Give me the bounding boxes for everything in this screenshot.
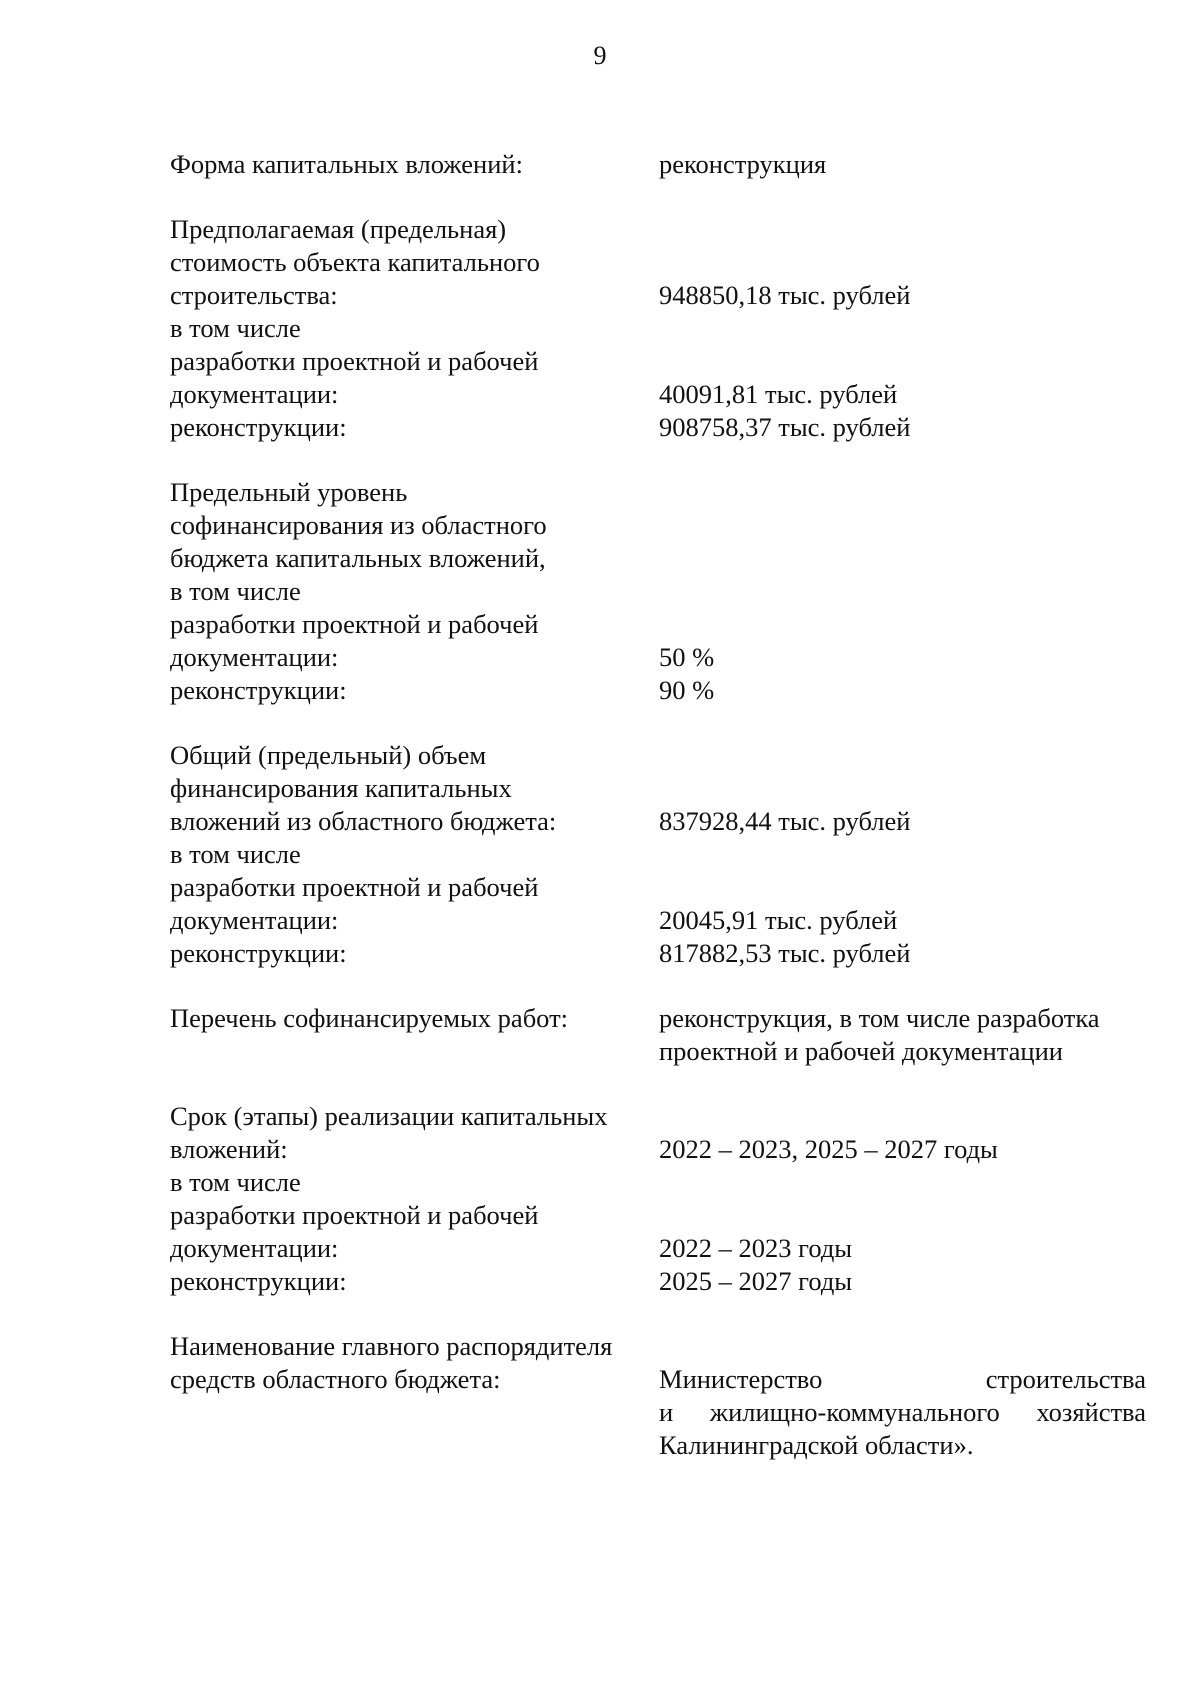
label-line: финансирования капитальных <box>170 773 512 803</box>
section-value <box>659 1330 1146 1462</box>
value-line: 2022 – 2023 годы <box>659 1233 853 1263</box>
value-line <box>659 739 1146 772</box>
section-label <box>170 148 659 181</box>
value-line <box>659 608 1146 641</box>
value-line <box>659 213 1146 246</box>
label-line: реконструкции: <box>170 1266 347 1296</box>
section-label <box>170 213 659 444</box>
value-line: 90 % <box>659 675 715 705</box>
label-line: стоимость объекта капитального <box>170 247 540 277</box>
section-value <box>659 739 1146 970</box>
label-line: строительства: <box>170 280 338 310</box>
label-line: Предельный уровень <box>170 477 408 507</box>
label-line: реконструкции: <box>170 675 347 705</box>
section-value <box>659 1100 1146 1298</box>
section-cofinanced-works <box>170 1002 1146 1068</box>
page-number: 9 <box>593 41 607 70</box>
value-line: 837928,44 тыс. рублей <box>659 806 911 836</box>
label-line: Наименование главного распорядителя <box>170 1331 613 1361</box>
section-chief-manager <box>170 1330 1146 1462</box>
value-line <box>659 575 1146 608</box>
value-line <box>659 772 1146 805</box>
label-line: разработки проектной и рабочей <box>170 346 539 376</box>
value-line <box>659 1166 1146 1199</box>
section-investment-form <box>170 148 1146 181</box>
section-label <box>170 1330 659 1462</box>
label-line: Предполагаемая (предельная) <box>170 214 507 244</box>
value-line <box>659 476 1146 509</box>
section-label <box>170 1002 659 1068</box>
value-line: 40091,81 тыс. рублей <box>659 379 898 409</box>
value-line-blank <box>659 1330 1146 1363</box>
label-line: разработки проектной и рабочей <box>170 609 539 639</box>
value-line: Калининградской области». <box>659 1430 974 1460</box>
value-line: 2025 – 2027 годы <box>659 1266 853 1296</box>
label-line: документации: <box>170 905 339 935</box>
value-word: строительства <box>985 1364 1146 1394</box>
label-line: документации: <box>170 642 339 672</box>
label-line: реконструкции: <box>170 412 347 442</box>
label-line: Общий (предельный) объем <box>170 740 487 770</box>
label-line: в том числе <box>170 576 301 606</box>
label-line: софинансирования из областного <box>170 510 547 540</box>
section-value <box>659 148 1146 181</box>
value-line: 817882,53 тыс. рублей <box>659 938 911 968</box>
section-estimated-cost <box>170 213 1146 444</box>
label-line: в том числе <box>170 313 301 343</box>
section-label <box>170 739 659 970</box>
value-line <box>659 838 1146 871</box>
section-label <box>170 476 659 707</box>
value-line: проектной и рабочей документации <box>659 1036 1063 1066</box>
section-label <box>170 1100 659 1298</box>
label-line: Перечень софинансируемых работ: <box>170 1003 569 1033</box>
value-line <box>659 345 1146 378</box>
section-value <box>659 1002 1146 1068</box>
section-financing-volume <box>170 739 1146 970</box>
value-line: реконструкция <box>659 149 827 179</box>
section-implementation-period <box>170 1100 1146 1298</box>
value-word: хозяйства <box>1036 1397 1146 1427</box>
value-line <box>659 1100 1146 1133</box>
value-word: Министерство <box>659 1364 823 1394</box>
label-line: Форма капитальных вложений: <box>170 149 523 179</box>
value-line <box>659 312 1146 345</box>
value-line: 948850,18 тыс. рублей <box>659 280 911 310</box>
value-line <box>659 1396 1146 1429</box>
value-line <box>659 246 1146 279</box>
value-line: 20045,91 тыс. рублей <box>659 905 898 935</box>
value-line: 2022 – 2023, 2025 – 2027 годы <box>659 1134 998 1164</box>
label-line: документации: <box>170 379 339 409</box>
section-value <box>659 213 1146 444</box>
label-line: документации: <box>170 1233 339 1263</box>
value-line <box>659 509 1146 542</box>
value-line <box>659 1199 1146 1232</box>
label-line: в том числе <box>170 1167 301 1197</box>
label-line: в том числе <box>170 839 301 869</box>
value-line: 50 % <box>659 642 715 672</box>
value-line <box>659 542 1146 575</box>
label-line: вложений из областного бюджета: <box>170 806 557 836</box>
label-line: Срок (этапы) реализации капитальных <box>170 1101 608 1131</box>
value-line: 908758,37 тыс. рублей <box>659 412 911 442</box>
value-line <box>659 1363 1146 1396</box>
value-word: жилищно-коммунального <box>709 1397 1000 1427</box>
section-value <box>659 476 1146 707</box>
label-line: средств областного бюджета: <box>170 1364 501 1394</box>
label-line: реконструкции: <box>170 938 347 968</box>
value-line <box>659 871 1146 904</box>
document-body <box>170 148 1146 1494</box>
section-cofinancing-level <box>170 476 1146 707</box>
label-line: разработки проектной и рабочей <box>170 1200 539 1230</box>
value-word: и <box>659 1397 674 1427</box>
label-line: вложений: <box>170 1134 288 1164</box>
value-line: реконструкция, в том числе разработка <box>659 1003 1100 1033</box>
label-line: разработки проектной и рабочей <box>170 872 539 902</box>
label-line: бюджета капитальных вложений, <box>170 543 546 573</box>
